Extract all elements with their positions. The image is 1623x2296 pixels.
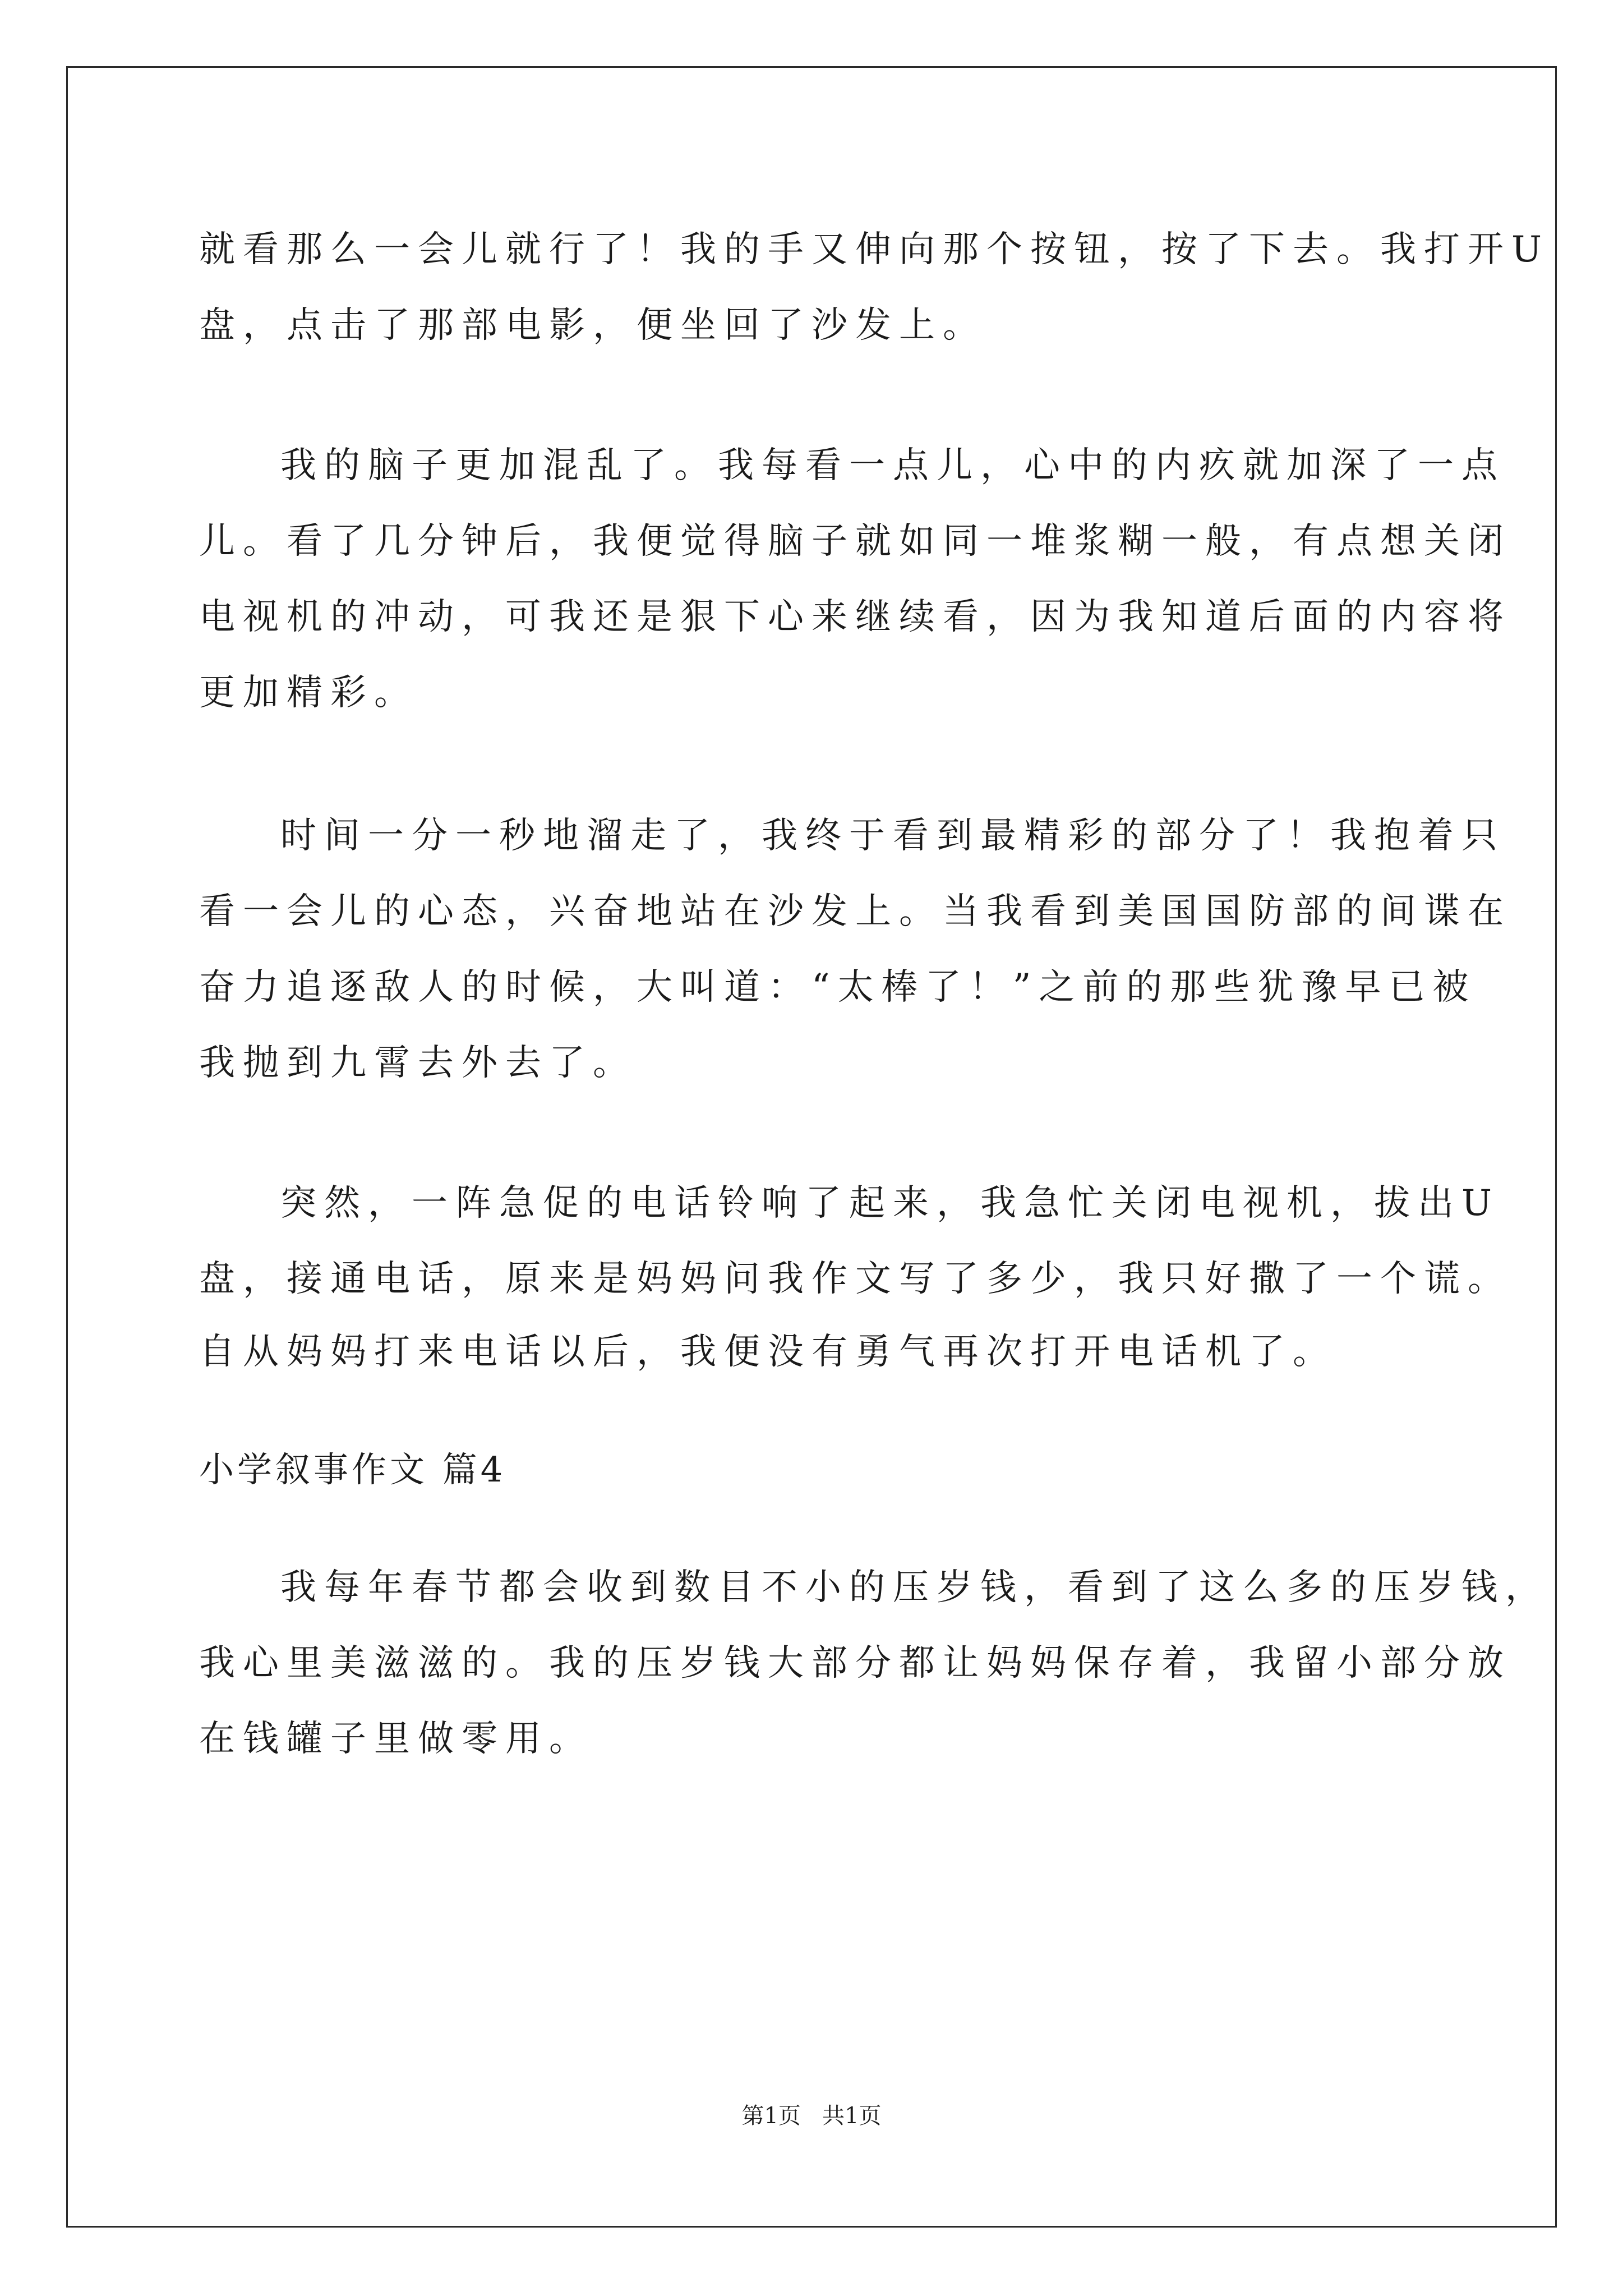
text-line: 自从妈妈打来电话以后，我便没有勇气再次打开电话机了。 [199, 1331, 1336, 1373]
text-line: 时间一分一秒地溜走了，我终于看到最精彩的部分了！我抱着只 [280, 815, 1505, 857]
text-line: 盘，接通电话，原来是妈妈问我作文写了多少，我只好撒了一个谎。 [199, 1258, 1511, 1300]
text-line: 儿。看了几分钟后，我便觉得脑子就如同一堆浆糊一般，有点想关闭 [199, 521, 1511, 562]
text-line: 我抛到九霄去外去了。 [199, 1042, 637, 1084]
page-footer: 第1页 共1页 [741, 2103, 882, 2129]
text-line: 奋力追逐敌人的时候，大叫道：“太棒了！”之前的那些犹豫早已被 [199, 967, 1477, 1008]
text-line: 我每年春节都会收到数目不小的压岁钱，看到了这么多的压岁钱， [280, 1567, 1549, 1608]
text-line: 突然，一阵急促的电话铃响了起来，我急忙关闭电视机，拔出U [280, 1182, 1500, 1224]
text-line: 更加精彩。 [199, 672, 418, 714]
text-line: 我心里美滋滋的。我的压岁钱大部分都让妈妈保存着，我留小部分放 [199, 1642, 1511, 1684]
text-line: 在钱罐子里做零用。 [199, 1718, 593, 1760]
section-heading: 小学叙事作文 篇4 [199, 1449, 506, 1490]
text-line: 就看那么一会儿就行了！我的手又伸向那个按钮，按了下去。我打开U [199, 229, 1550, 270]
text-line: 电视机的冲动，可我还是狠下心来继续看，因为我知道后面的内容将 [199, 596, 1511, 638]
text-line: 我的脑子更加混乱了。我每看一点儿，心中的内疚就加深了一点 [280, 445, 1505, 486]
page-border [66, 66, 1557, 2228]
text-line: 看一会儿的心态，兴奋地站在沙发上。当我看到美国国防部的间谍在 [199, 891, 1511, 932]
text-line: 盘，点击了那部电影，便坐回了沙发上。 [199, 305, 986, 346]
